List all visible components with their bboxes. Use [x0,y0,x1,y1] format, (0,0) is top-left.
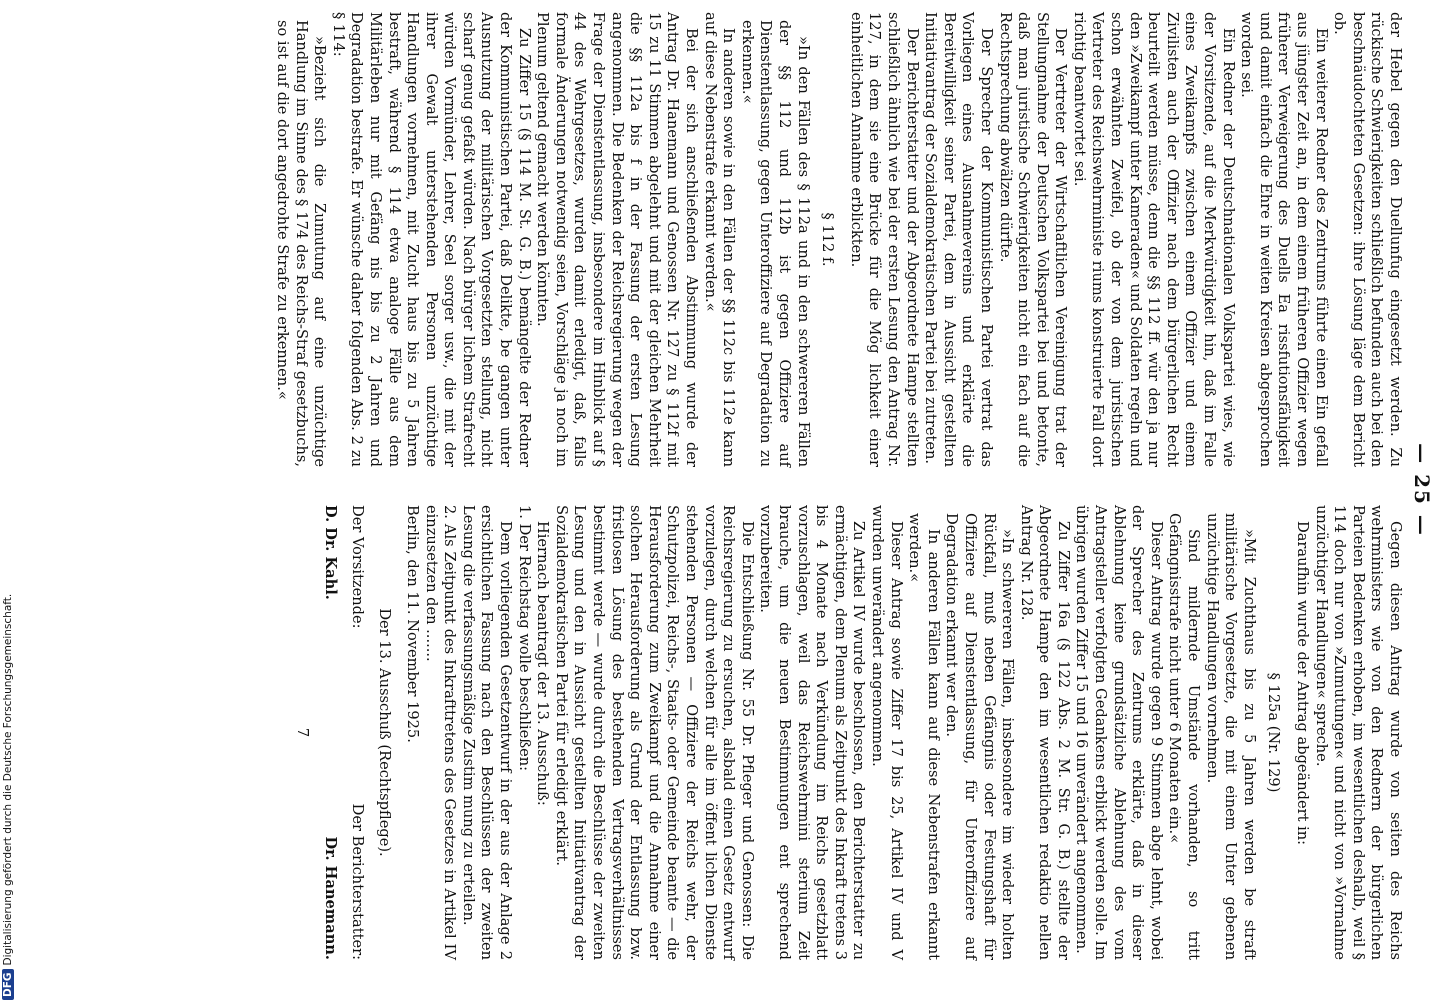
paragraph: Zu Artikel IV wurde beschlossen, den Berichterstatter zu ermächtigen, dem Plenum als Zeitpunkt des Inkraft tretens 3 bis 4 Monate nach Verkündung im Reichs gesetzblatt vorzuschlagen, weil das Reichswehrmini sterium Zeit brauche, um die neuen Bestimmungen ent sprechend vorzubereiten. [757,505,868,960]
paragraph: Dieser Antrag wurde gegen 9 Stimmen abge lehnt, wobei der Sprecher des Zentrums erklärte, daß in dieser Ablehnung keine grundsätzliche Ablehnung des vom Antragsteller verfolgten Gedankens erblickt werden solle. Im übrigen wurden Ziffer 15 und 16 unverändert angenommen. [1073,505,1165,960]
section-heading: § 112 f. [819,212,837,267]
quote-paragraph: Sind mildernde Umstände vorhanden, so tritt Gefängnisstrafe nicht unter 6 Monaten ein.« [1166,513,1203,960]
paragraph: Gegen diesen Antrag wurde von seiten des Reichs wehrministers wie von den Rednern der bürgerlichen Parteien Bedenken erhoben, im wesentlichen deshalb, weil § 114 doch nur von »Zumutungen« und nicht von »Vornahme unzüchtiger Handlungen« spreche. [1312,505,1404,960]
dfg-funding-note [2,594,14,1000]
signature-names [321,505,340,960]
left-column [272,12,1404,467]
paragraph: Die Entschließung Nr. 55 Dr. Pfleger und Genossen: Die Reichsregierung zu ersuchen, alsbald einen Gesetz entwurf vorzulegen, durch welchen für alle im öffent lichen Dienste stehenden Personen — Offiziere der Reichs wehr, der Schutzpolizei, Reichs-, Staats- oder Gemeinde beamte — die Herausforderung zum Zweikampf und die Annahme einer solchen Herausforderung als Grund der Entlassung bzw. fristlosen Lösung des bestehenden Vertragsverhältnisses bestimmt werde — wurde durch die Beschlüsse der zweiten Lesung und den in Aussicht gestellten Initiativantrag der Sozialdemokratischen Partei für erledigt erklärt. [552,505,756,960]
chair-label: Der Vorsitzende: [348,505,366,629]
resolution-item: 2. Als Zeitpunkt des Inkrafttretens des Gesetzes in Artikel IV einzusetzen den ....... [422,505,459,960]
funding-text: Digitalisierung gefördert durch die Deutsche Forschungsgemeinschaft. [2,593,14,966]
footer-number: 7 [293,727,311,738]
paragraph: Zu Ziffer 16a (§ 122 Abs. 2 M. Str. G. B.) stellte der Abgeordnete Hampe den im wesentlichen redaktio nellen Antrag Nr. 128. [1017,505,1072,960]
right-column [292,505,1404,960]
dfg-logo: DFG [2,969,14,1000]
document-page [273,0,1434,980]
quote-paragraph: »In den Fällen des § 112a und in den schwereren Fällen der §§ 112 und 112b ist gegen Offiziere auf Dienstentlassung, gegen Unteroffiziere auf Degradation zu erkennen.« [738,20,812,467]
resolution-item: 1. Der Reichstag wolle beschließen: [515,505,533,772]
chair-name: D. Dr. Kahl. [322,505,340,600]
date-line: Berlin, den 11. November 1925. [404,505,422,743]
paragraph: Daraufhin wurde der Antrag abgeändert in: [1294,521,1312,846]
paragraph: der Hebel gegen den Duellunfug eingesetzt werden. Zu rückische Schwierigkeiten schließlich befunden auch bei den beschnäudochteten Gesetzen: ihre Lösung läge dem Bericht ob. [1331,12,1404,467]
paragraph: Der Vertreter der Wirtschaftlichen Vereinigung trat der Stellungnahme der Deutschen Volkspartei bei und betonte, daß man juristische Schwierigkeiten nicht ein fach auf die Rechtsprechung abwälzen dürfte. [996,12,1070,467]
paragraph: In anderen sowie in den Fällen der §§ 112c bis 112e kann auf diese Nebenstrafe erkannt werden.« [701,12,738,467]
paragraph: Zu Ziffer 15 (§ 114 M. St. G. B.) bemängelte der Redner der Kommunistischen Partei, daß Delikte, be gangen unter Ausnutzung der militärischen Vorgesetzten stellung, nicht scharf genug gefaßt würden. Nach bürger lichem Strafrecht würden Vormünder, Lehrer, Seel sorger usw., die mit der ihrer Gewalt unterstehenden Personen unzüchtige Handlungen vornehmen, mit Zucht haus bis zu 5 Jahren bestraft, während § 114 etwa analoge Fälle aus dem Militärleben nur mit Gefäng nis bis zu 2 Jahren und Degradation bestrafe. Er wünsche daher folgenden Abs. 2 zu § 114: [329,12,533,467]
quote-paragraph: »Mit Zuchthaus bis zu 5 Jahren werden be straft militärische Vorgesetzte, die mit einem Unter gebenen unzüchtige Handlungen vornehmen. [1203,513,1258,960]
committee-name: Der 13. Ausschuß (Rechtspflege). [375,608,393,857]
resolution-text: Dem vorliegenden Gesetzentwurf in der aus der Anlage 2 ersichtlichen Fassung nach den Beschlüssen der zweiten Lesung die verfassungsmäßige Zustim mung zu erteilen. [459,505,515,960]
paragraph: Dieser Antrag sowie Ziffer 17 bis 25, Artikel IV und V wurden unverändert angenommen. [868,505,905,960]
quote-paragraph: »In schwereren Fällen, insbesondere im wieder holten Rückfall, muß neben Gefängnis oder Festungshaft für Offiziere auf Dienstentlassung, für Unteroffiziere auf Degradation erkannt wer den. [943,513,1017,960]
signature-labels [347,505,366,960]
paragraph: Der Sprecher der Kommunistischen Partei vertrat das Vorliegen eines Ausnahmevereins und erklärte die Bereitwilligkeit seiner Partei, dem in Aussicht gestellten Initiativantrag der Sozialdemokratischen Partei bei zutreten. [922,12,995,467]
quote-paragraph: »Bezieht sich die Zumutung auf eine unzüchtige Handlung im Sinne des § 174 des Reichs-Straf gesetzbuchs, so ist auf die dort angedrohte Strafe zu erkennen.« [273,20,329,467]
paragraph: Der Berichterstatter und der Abgeordnete Hampe stellten schließlich ähnlich wie bei der ersten Lesung den Antrag Nr. 127, in dem sie eine Brücke für die Mög lichkeit einer einheitlichen Annahme erblickten. [847,12,921,467]
paragraph: Bei der sich anschließenden Abstimmung wurde der Antrag Dr. Hanemann und Genossen Nr. 127 zu § 112f mit 15 zu 11 Stimmen abgelehnt und mit der gleichen Mehrheit die §§ 112a bis f in der Fassung der ersten Lesung angenommen. Die Bedenken der Reichsregierung wegen der Frage der Dienstentlassung, insbesondere im Hinblick auf § 44 des Wehrgesetzes, wurden damit erledigt, daß, falls formale Änderungen notwendig seien, Vorschläge ja noch im Plenum geltend gemacht werden könnten. [534,12,701,467]
rapporteur-name: Dr. Hanemann. [322,836,340,960]
paragraph: Ein weiterer Redner des Zentrums führte einen Ein gefall aus jüngster Zeit an, in dem einem früheren Offizier wegen früherer Verweigerung des Duells Ea rissfutionsfähigkeit und damit einfach die Ehre in weiten Kreisen abgesprochen worden sei. [1238,12,1330,467]
paragraph: Hiernach beantragt der 13. Ausschuß: [534,521,552,806]
quote-paragraph: In anderen Fällen kann auf diese Nebenstrafen erkannt werden.« [906,513,942,960]
page-number: — 25 — [1410,443,1434,537]
rapporteur-label: Der Berichterstatter: [348,803,366,960]
paragraph: Ein Redner der Deutschnationalen Volkspartei wies, wie der Vorsitzende, auf die Merkwürdigkeit hin, daß im Falle eines Zweikampfs zwischen einem Offizier und einem Zivilisten auch der Offizier nach dem bürgerlichen Recht beurteilt werden müsse, denn die §§ 112 ff. wür den ja nur den »Zweikampf unter Kameraden« und Soldaten regeln und schon erwähnten Zweifel, ob der von dem juristischen Vertreter des Reichswehrministe riums konstruierte Fall dort richtig beantwortet sei. [1070,12,1237,467]
section-heading: § 125a (Nr. 129) [1265,672,1283,793]
